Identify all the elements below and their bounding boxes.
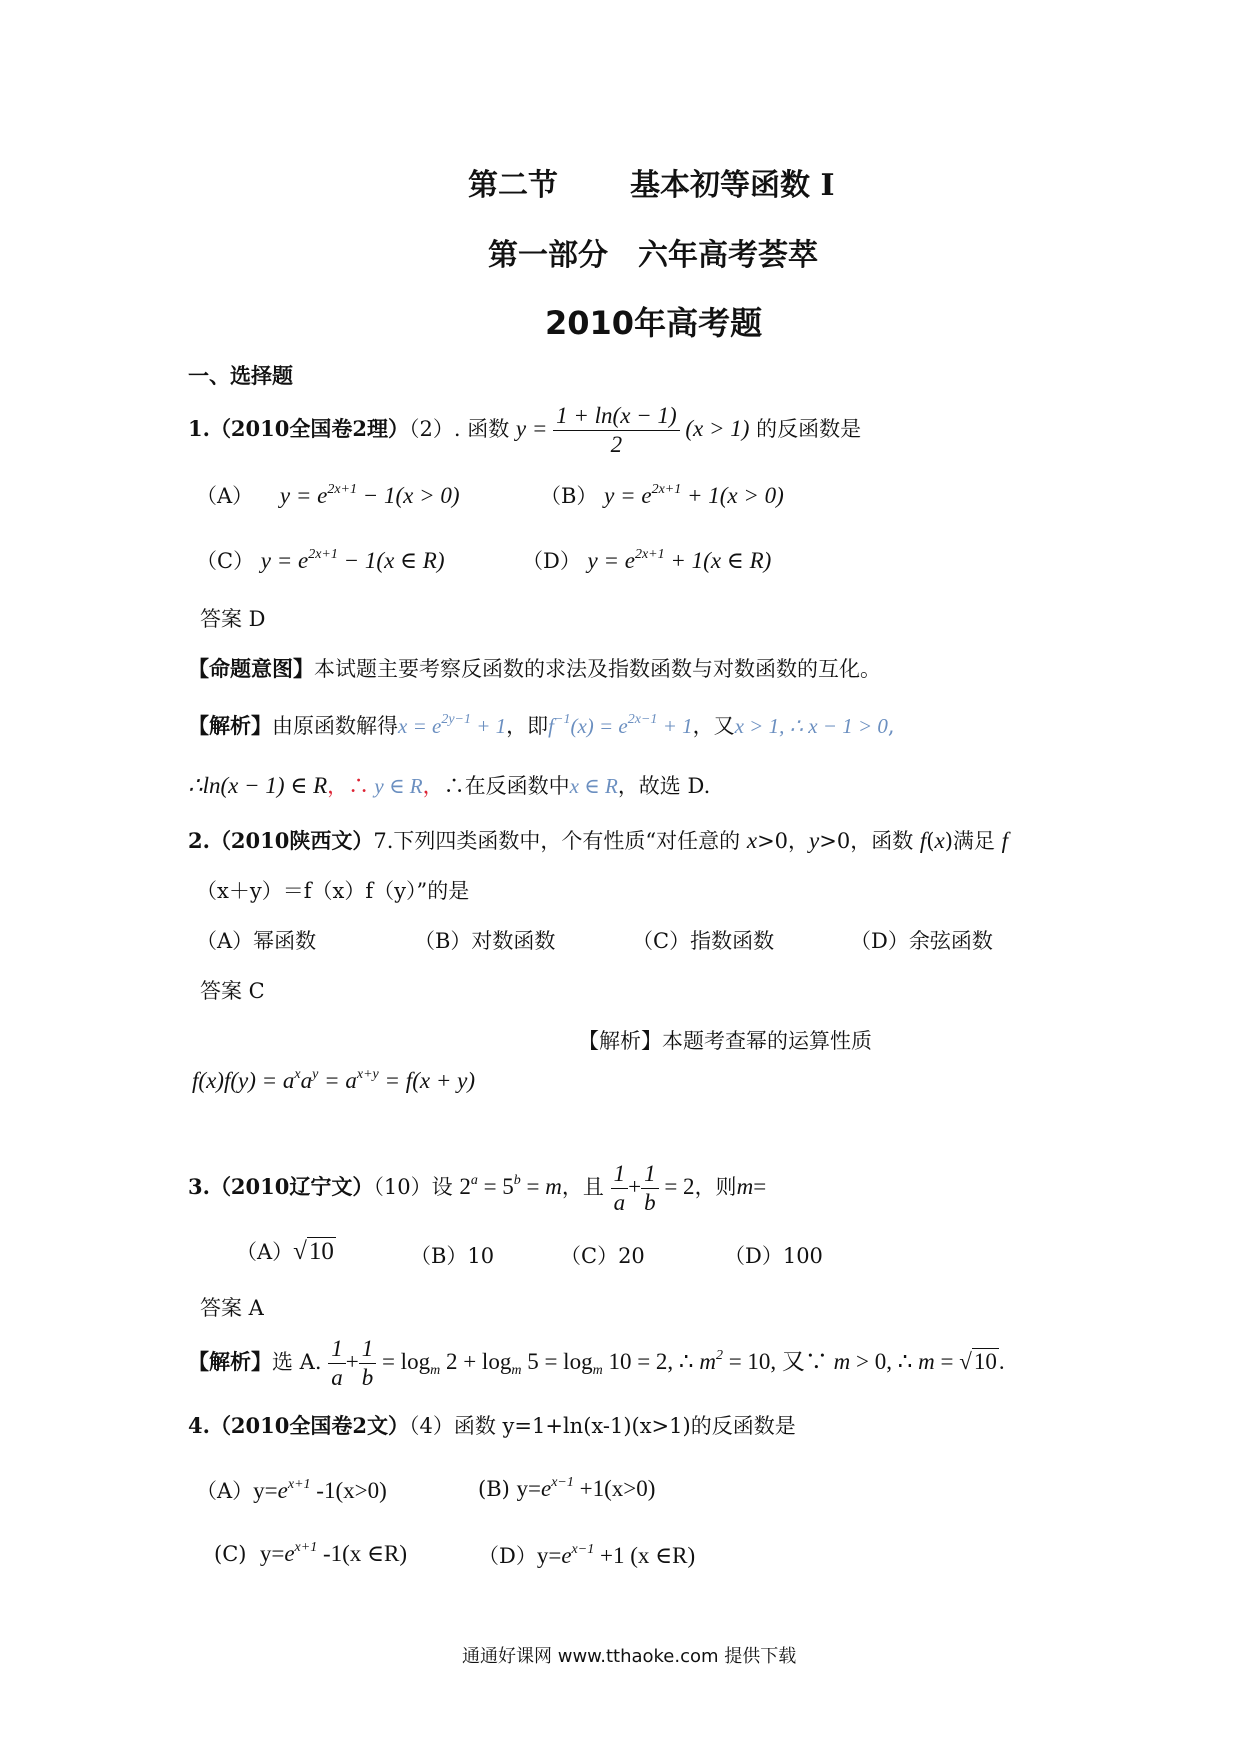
question-2: 2.（2010陕西文）7.下列四类函数中，个有性质“对任意的 x>0，y>0，函数 f(x)满足 f bbox=[188, 828, 1008, 853]
part-title: 第一部分 六年高考荟萃 bbox=[488, 238, 818, 273]
option-d: （D）100 bbox=[724, 1244, 823, 1268]
section-number: 第二节 bbox=[468, 168, 558, 203]
answer-3: 答案 A bbox=[200, 1296, 264, 1320]
question-source: （2010全国卷2理） bbox=[209, 415, 409, 441]
option-b: （B）10 bbox=[410, 1244, 495, 1268]
answer-1: 答案 D bbox=[200, 607, 266, 631]
option-d: （D） $y = e^{2x+1} + 1(x$ ∈ R) bbox=[522, 547, 772, 573]
answer-2: 答案 C bbox=[200, 979, 265, 1003]
option-d: （D）余弦函数 bbox=[850, 929, 993, 953]
formula: y = $\frac{1 + \ln(x - 1)}{2}$ (x > 1) bbox=[515, 403, 750, 457]
section-title bbox=[468, 160, 834, 204]
option-c: （C） $y = e^{2x+1} - 1(x$ ∈ R) bbox=[196, 547, 445, 573]
formula-2: $f(x)f(y) = a^xa^y = a^{x+y} = f(x + y)$ bbox=[192, 1067, 475, 1093]
analysis-2: 【解析】本题考查幂的运算性质 bbox=[578, 1029, 872, 1053]
section-topic: 基本初等函数 I bbox=[630, 168, 835, 203]
question-number: 1. bbox=[188, 415, 210, 441]
option-b: （B） $y = e^{2x+1} + 1(x > 0)$ bbox=[540, 482, 784, 508]
option-a: （A） $y = e^{2x+1} - 1(x > 0)$ bbox=[196, 482, 460, 508]
option-d: $(D)y=e^{x-1} +1$ (x ∈R) bbox=[478, 1542, 696, 1568]
option-a: $(A)y=e^{x+1}$ -1(x>0) bbox=[196, 1477, 387, 1503]
question-3: 3.（2010辽宁文）（10）设 $2^a = 5^b = m$，且 $\frac{1}{a}$ + $\frac{1}{b}$ = 2，则m= bbox=[188, 1161, 767, 1215]
option-c: （C）20 bbox=[560, 1244, 645, 1268]
year-title: 2010年高考题 bbox=[545, 304, 763, 342]
analysis-1: 【解析】由原函数解得$x = e^{2y-1} + 1$，即$f^{-1}(x) = e^{2x-1} + 1$，又x > 1, ∴ x − 1 > 0, bbox=[188, 712, 895, 738]
question-4: 4.（2010全国卷2文）（4）函数 y=1+ln(x-1)(x>1)的反函数是 bbox=[188, 1413, 796, 1438]
question-1 bbox=[188, 402, 861, 459]
option-c: （C）指数函数 bbox=[632, 929, 775, 953]
question-2-cont: （x＋y）＝f（x）f（y）”的是 bbox=[196, 879, 470, 903]
option-b: （B）对数函数 bbox=[414, 929, 556, 953]
question-text: （2）. 函数 bbox=[409, 416, 510, 441]
option-a: （A）幂函数 bbox=[196, 929, 317, 953]
section-heading: 一、选择题 bbox=[188, 363, 293, 388]
option-a: （A）√10 bbox=[236, 1238, 334, 1265]
analysis-1-cont: ∴ln(x − 1) ∈ R，∴ y ∈ R，∴在反函数中x ∈ R，故选 D. bbox=[188, 773, 711, 798]
question-text-tail: 的反函数是 bbox=[756, 416, 862, 441]
intent-1: 【命题意图】本试题主要考察反函数的求法及指数函数与对数函数的互化。 bbox=[188, 656, 881, 681]
analysis-3: 【解析】选 A. $\frac{1}{a}$ + $\frac{1}{b}$ = $\log_m 2 + \log_m 5 = \log_m 10 = 2$, ∴ $m^2 = 10$, 又∵ m > 0, ∴ m = √10. bbox=[188, 1336, 1005, 1390]
option-b: (B) $y=e^{x-1} +1(x>0)$ bbox=[478, 1475, 656, 1501]
option-c: (C) $y=e^{x+1}$ -1(x ∈R) bbox=[214, 1540, 408, 1566]
page-footer: 通通好课网 www.tthaoke.com 提供下载 bbox=[462, 1646, 797, 1667]
